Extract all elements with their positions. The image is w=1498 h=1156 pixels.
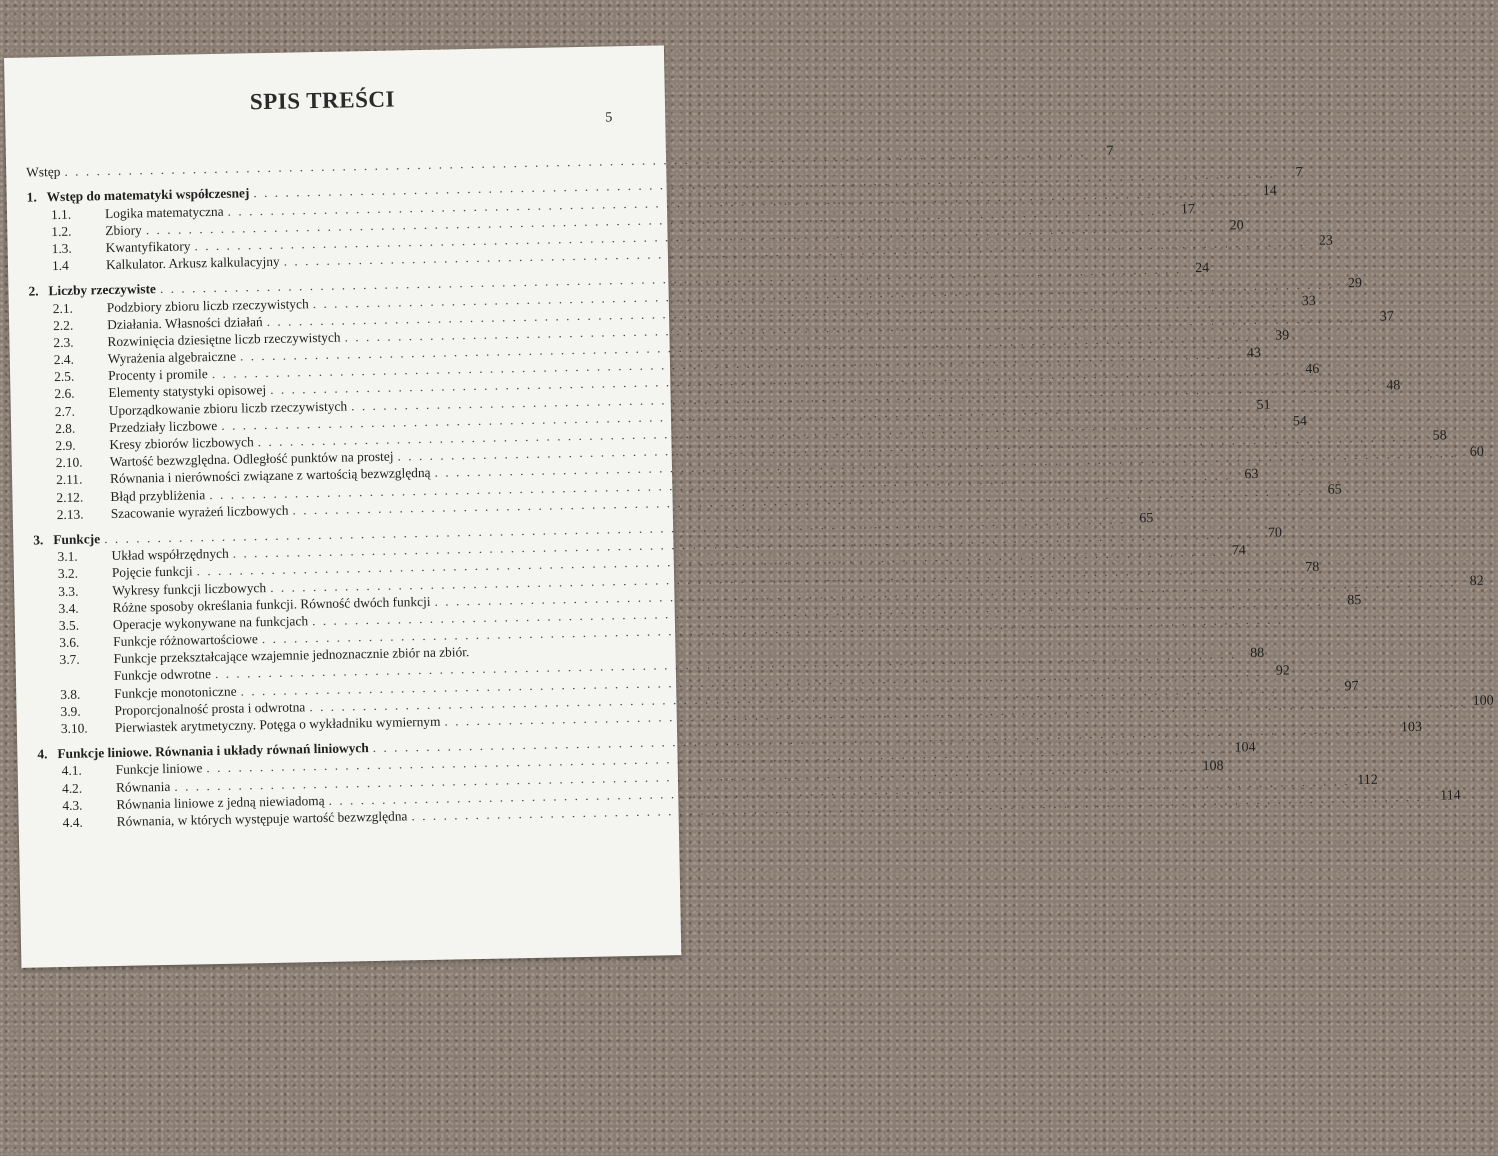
toc-entry-number: 2.5.	[53, 368, 75, 385]
toc-entry-number: 2.8.	[54, 420, 76, 436]
toc-entry-page: 20	[1229, 218, 1244, 234]
toc-entry-page: 7	[1106, 143, 1114, 160]
toc-entry-number: 4.2.	[61, 780, 83, 796]
toc-entry-number: 4.3.	[62, 797, 83, 813]
toc-entry-title: Procenty i promile	[107, 366, 208, 384]
toc-entry-number: 2.4.	[53, 351, 75, 368]
toc-entry-page: 46	[1305, 362, 1320, 378]
table-of-contents	[26, 143, 1494, 832]
toc-entry-page: 92	[1275, 663, 1290, 679]
toc-entry-page: 7	[1295, 165, 1303, 181]
toc-entry-page: 24	[1194, 261, 1210, 277]
toc-entry-page: 112	[1357, 772, 1378, 788]
toc-entry-title: Wstęp	[26, 164, 61, 180]
toc-entry-title: Równania i nierówności związane z wartością bezwzględną	[109, 465, 431, 487]
toc-entry-number: 2.6.	[54, 386, 75, 402]
toc-entry-title: Szacowanie wyrażeń liczbowych	[110, 502, 289, 521]
toc-entry-title: Równania	[115, 778, 171, 795]
toc-entry-title: Wyrażenia algebraiczne	[107, 348, 237, 367]
toc-entry-title: Kresy zbiorów liczbowych	[109, 434, 254, 453]
toc-entry-number: 3.4.	[58, 600, 79, 616]
toc-entry-title: Liczby rzeczywiste	[48, 281, 157, 299]
toc-entry-title: Przedziały liczbowe	[108, 417, 218, 435]
toc-entry-number: 3.3.	[58, 583, 79, 599]
toc-entry-title: Wykresy funkcji liczbowych	[112, 579, 267, 598]
toc-entry-page: 104	[1234, 740, 1256, 756]
toc-entry-title: Kwantyfikatory	[105, 238, 191, 256]
toc-entry-page: 60	[1469, 445, 1484, 461]
toc-entry-number: 4.4.	[62, 814, 83, 830]
toc-entry-page: 70	[1267, 525, 1283, 541]
toc-entry-page: 54	[1292, 414, 1308, 430]
toc-entry-page: 17	[1180, 201, 1196, 218]
toc-entry-page: 97	[1344, 678, 1359, 695]
toc-entry-number: 3.5.	[58, 617, 80, 633]
toc-entry-number: 1.4	[51, 257, 69, 274]
toc-entry-page: 63	[1244, 466, 1259, 482]
toc-entry-number: 3.7.	[59, 651, 80, 668]
toc-entry-title: Funkcje liniowe	[115, 760, 203, 778]
toc-entry-title: Działania. Własności działań	[106, 313, 263, 332]
toc-entry-title: Wstęp do matematyki współczesnej	[46, 185, 250, 205]
toc-entry-title: Funkcje	[53, 531, 101, 548]
book-page	[4, 45, 1494, 968]
toc-entry	[26, 143, 1114, 181]
toc-entry-title: Logika matematyczna	[104, 203, 224, 221]
toc-entry-number: 2.2.	[52, 317, 74, 333]
toc-entry-title: Operacje wykonywane na funkcjach	[112, 613, 309, 632]
toc-entry-title: Błąd przybliżenia	[110, 486, 206, 504]
toc-entry-page: 29	[1347, 275, 1363, 291]
toc-entry-page: 14	[1262, 183, 1277, 199]
toc-entry-title: Równania liniowe z jedną niewiadomą	[116, 792, 325, 812]
toc-entry-number: 3.6.	[59, 634, 80, 651]
toc-entry-title: Kalkulator. Arkusz kalkulacyjny	[105, 253, 280, 273]
toc-entry-number: 1.1.	[50, 206, 72, 222]
toc-entry-page: 48	[1386, 377, 1401, 394]
toc-entry-page: 85	[1347, 592, 1362, 609]
toc-entry-page: 82	[1469, 573, 1484, 589]
toc-entry-number: 3.	[33, 532, 44, 548]
toc-entry-number: 3.10.	[60, 720, 88, 737]
toc-entry-number: 3.8.	[60, 686, 81, 702]
toc-entry-title: Różne sposoby określania funkcji. Równość dwóch funkcji	[112, 593, 431, 615]
toc-entry-title: Rozwinięcia dziesiętne liczb rzeczywistych	[107, 329, 341, 349]
toc-entry-page: 100	[1472, 693, 1494, 709]
toc-entry-title: Funkcje monotoniczne	[114, 683, 237, 701]
toc-entry-title: Elementy statystyki opisowej	[108, 382, 267, 401]
toc-entry-title: Pojęcie funkcji	[111, 563, 193, 581]
toc-entry-title: Równania, w których występuje wartość bezwzględna	[116, 808, 408, 829]
toc-entry-page: 103	[1400, 720, 1423, 736]
toc-entry-number: 1.2.	[51, 223, 72, 239]
toc-entry-title: Proporcjonalność prosta i odwrotna	[114, 699, 306, 718]
toc-entry-page: 88	[1249, 646, 1265, 662]
toc-entry-number: 2.12.	[56, 489, 84, 505]
toc-entry-title: Pierwiastek arytmetyczny. Potęga o wykładniku wymiernym	[114, 713, 441, 735]
toc-entry-title: Wartość bezwzględna. Odległość punktów na prostej	[109, 448, 394, 470]
toc-entry-title: Funkcje odwrotne	[113, 666, 212, 684]
toc-entry-title: Funkcje przekształcające wzajemnie jednoznacznie zbiór na zbiór.	[113, 644, 470, 667]
toc-entry-page: 74	[1231, 543, 1246, 559]
toc-entry-number: 3.1.	[57, 548, 78, 565]
toc-entry-number: 2.3.	[53, 334, 74, 350]
toc-entry-title: Podzbiory zbioru liczb rzeczywistych	[106, 295, 309, 315]
toc-entry-number: 3.2.	[57, 565, 79, 582]
toc-entry-page: 114	[1440, 788, 1461, 804]
toc-entry-title: Funkcje liniowe. Równania i układy równań liniowych	[57, 740, 369, 762]
toc-entry-page: 33	[1301, 293, 1317, 309]
toc-entry-number: 4.	[37, 746, 48, 762]
toc-entry-number: 2.13.	[56, 506, 84, 522]
toc-entry-number: 2.	[28, 283, 39, 299]
toc-entry-title: Funkcje różnowartościowe	[113, 631, 258, 650]
toc-entry-number: 2.9.	[55, 437, 76, 454]
toc-entry-number: 1.	[26, 189, 37, 205]
toc-entry-number: 3.9.	[60, 703, 81, 719]
toc-entry-page: 37	[1379, 309, 1394, 325]
page-title: SPIS TREŚCI	[249, 86, 396, 115]
toc-entry-number: 1.3.	[51, 240, 72, 257]
toc-entry-number: 4.1.	[61, 763, 82, 779]
toc-entry-page: 43	[1246, 346, 1262, 362]
toc-entry-title: Uporządkowanie zbioru liczb rzeczywistych	[108, 398, 348, 418]
bleed-through-text	[474, 66, 645, 129]
toc-entry-title: Zbiory	[105, 222, 142, 238]
toc-entry-number: 2.7.	[54, 403, 76, 419]
toc-entry-page: 58	[1432, 428, 1447, 444]
toc-entry-page: 65	[1327, 482, 1342, 498]
toc-entry-page: 39	[1275, 328, 1290, 344]
toc-entry-page: 108	[1202, 758, 1224, 774]
toc-entry-number: 2.11.	[55, 471, 83, 488]
toc-entry-page: 65	[1139, 510, 1154, 527]
toc-entry-title: Układ współrzędnych	[111, 545, 229, 564]
toc-entry-page: 78	[1305, 559, 1320, 575]
toc-entry-page: 23	[1318, 233, 1333, 249]
toc-entry-number: 2.1.	[52, 300, 74, 316]
lead-page-number: 5	[605, 110, 613, 126]
toc-entry-number: 2.10.	[55, 454, 83, 471]
toc-entry-page: 51	[1256, 397, 1271, 413]
